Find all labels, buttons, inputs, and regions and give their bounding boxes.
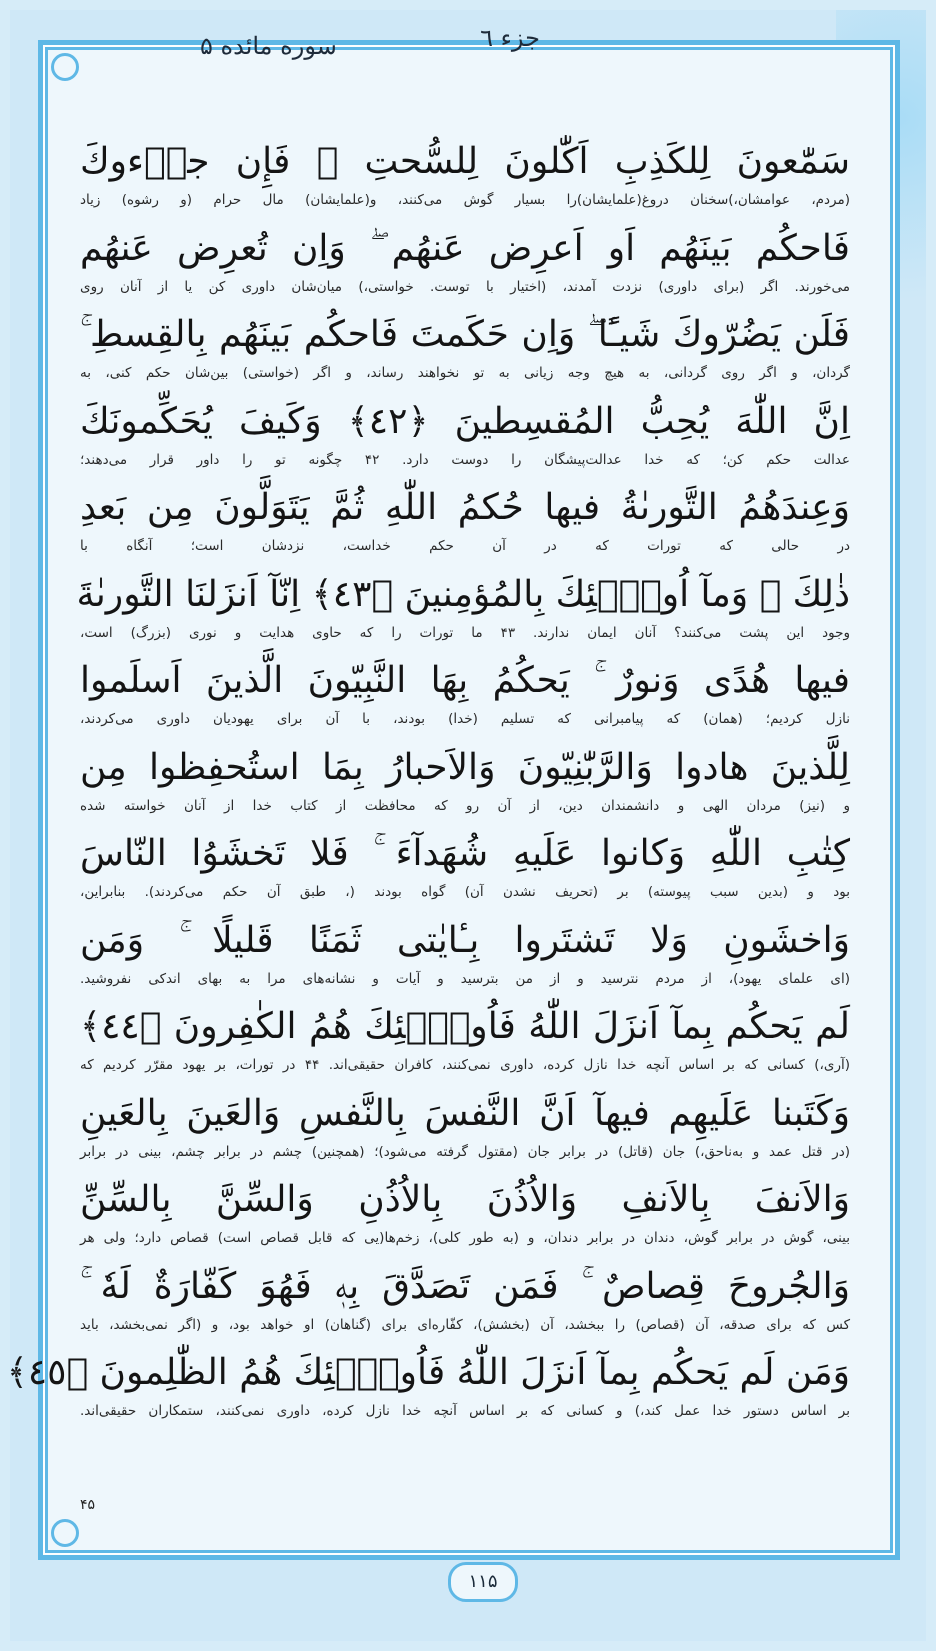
- text-line-8: [80, 741, 850, 828]
- translation-line: (آری،) کسانی که بر اساس آنچه خدا نازل کرده، داوری نمی‌کنند، کافران حقیقی‌اند. ۴۴ در تورات، بر یهود مقرّر کردیم که: [80, 1057, 850, 1073]
- translation-line: در حالی که تورات که در آن حکم خداست، نزدشان است؛ آنگاه با: [80, 538, 850, 554]
- text-line-4: [80, 395, 850, 482]
- verse-number-footnote: ۴۵: [80, 1497, 96, 1513]
- corner-ornament-icon: [51, 1519, 79, 1547]
- translation-line: بر اساس دستور خدا عمل کند،) و کسانی که بر اساس آنچه خدا نازل کرده، داوری نمی‌کنند، ستمکاران حقیقی‌اند.: [80, 1403, 850, 1419]
- arabic-line: لِلَّذينَ هادوا وَالرَّبّٰنِيّونَ وَالاَحبارُ بِمَا استُحفِظوا مِن: [80, 746, 850, 788]
- translation-line: گردان، و اگر روی گردانی، به هیچ وجه زیانی به تو نخواهند رساند، و اگر (خواستی) بین‌شان حکم کنی، به: [80, 365, 850, 381]
- arabic-line: وَاخشَونِ وَلا تَشتَروا بِـٔايٰتى ثَمَنًا قَليلًا ۚ وَمَن: [80, 919, 850, 961]
- left-floral-ornament: [10, 190, 41, 1490]
- translation-line: وجود این پشت می‌کنند؟ آنان ایمان ندارند. ۴۳ ما تورات را که حاوی هدایت و نوری (بزرگ) است،: [80, 624, 850, 641]
- text-line-10: [80, 914, 850, 1001]
- arabic-line: فَاحكُم بَينَهُم اَو اَعرِض عَنهُم ۖ وَاِن تُعرِض عَنهُم: [80, 227, 850, 269]
- text-line-14: [80, 1260, 850, 1347]
- translation-line: نازل کردیم؛ (همان) که پیامبرانی که تسلیم (خدا) بودند، با آن برای یهودیان داوری می‌کردند،: [80, 711, 850, 727]
- text-line-7: [80, 654, 850, 741]
- arabic-line: سَمّٰعونَ لِلكَذِبِ اَكّٰلونَ لِلسُّحتِ ۚ فَإِن جاۤءوكَ: [80, 141, 850, 182]
- arabic-line: وَالاَنفَ بِالاَنفِ وَالاُذُنَ بِالاُذُنِ وَالسِّنَّ بِالسِّنِّ: [80, 1179, 850, 1220]
- translation-line: کس که برای صدقه، آن (قصاص) را ببخشد، آن (بخشش)، کفّاره‌ای برای (گناهان) او خواهد بود، و (اگر نمی‌بخشد، باید: [80, 1316, 850, 1333]
- arabic-line: فَلَن يَضُرّوكَ شَيـًٔا ۖ وَاِن حَكَمتَ فَاحكُم بَينَهُم بِالقِسطِ ۚ: [80, 314, 850, 355]
- page-header: [200, 24, 540, 64]
- arabic-line: وَمَن لَم يَحكُم بِمآ اَنزَلَ اللّٰهُ فَاُولٰۤئِكَ هُمُ الظّٰلِمونَ ﴿٤٥﴾: [6, 1352, 850, 1393]
- arabic-line: وَكَتَبنا عَلَيهِم فيهآ اَنَّ النَّفسَ بِالنَّفسِ وَالعَينَ بِالعَينِ: [80, 1092, 850, 1134]
- translation-line: (در قتل عمد و به‌ناحق،) جان (قاتل) در برابر جان (مقتول گرفته می‌شود)؛ (همچنین) چشم در برابر چشم، بینی در برابر: [80, 1143, 850, 1160]
- text-line-9: [80, 827, 850, 914]
- text-line-6: [76, 568, 850, 655]
- text-line-5: [80, 481, 850, 568]
- page-number-badge: ۱۱۵: [448, 1562, 518, 1602]
- arabic-line: كِتٰبِ اللّٰهِ وَكانوا عَلَيهِ شُهَدآءَ ۚ فَلا تَخشَوُا النّاسَ: [80, 833, 850, 874]
- text-line-13: [80, 1173, 850, 1260]
- surah-label: سوره مائده ۵: [200, 32, 337, 60]
- arabic-line: وَعِندَهُمُ التَّورىٰةُ فيها حُكمُ اللّٰهِ ثُمَّ يَتَوَلَّونَ مِن بَعدِ: [80, 487, 850, 528]
- juz-label: جزء ٦: [480, 24, 540, 52]
- arabic-line: فيها هُدًى وَنورٌ ۚ يَحكُمُ بِهَا النَّبِيّونَ الَّذينَ اَسلَموا: [80, 660, 850, 701]
- corner-ornament-icon: [51, 53, 79, 81]
- arabic-line: وَالجُروحَ قِصاصٌ ۚ فَمَن تَصَدَّقَ بِهٖ فَهُوَ كَفّارَةٌ لَهٗ ۚ: [80, 1265, 850, 1307]
- arabic-line: اِنَّ اللّٰهَ يُحِبُّ المُقسِطينَ ﴿٤٢﴾ وَكَيفَ يُحَكِّمونَكَ: [80, 400, 850, 442]
- verse-text-block: [6, 135, 850, 1433]
- translation-line: بینی، گوش در برابر گوش، دندان در برابر دندان، و (به طور کلی)، زخم‌ها(یی که قابل قصاص است) قصاص دارد؛ ولی هر: [80, 1230, 850, 1246]
- text-line-12: [80, 1087, 850, 1174]
- translation-line: عدالت حکم کن؛ که خدا عدالت‌پیشگان را دوست دارد. ۴۲ چگونه تو را داور قرار می‌دهند؛: [80, 451, 850, 468]
- page-background: [6, 10, 926, 1641]
- translation-line: بود و (بدین سبب پیوسته) بر (تحریف نشدن آن) گواه بودند (، طبق آن حکم می‌کردند). بنابراین،: [80, 884, 850, 900]
- text-line-2: [80, 222, 850, 309]
- translation-line: و (نیز) مردان الهی و دانشمندان دین، از آن رو که محافظت از کتاب خدا از آنان خواسته شده: [80, 797, 850, 814]
- translation-line: (مردم، عوامشان،)سخنان دروغ(علمایشان)را بسیار گوش می‌کنند، و(علمایشان) مال حرام (و رشوه) زیاد: [80, 192, 850, 208]
- text-line-1: [80, 135, 850, 222]
- arabic-line: لَم يَحكُم بِمآ اَنزَلَ اللّٰهُ فَاُولٰۤئِكَ هُمُ الكٰفِرونَ ﴿٤٤﴾: [80, 1006, 850, 1047]
- translation-line: می‌خورند. اگر (برای داوری) نزدت آمدند، (اختیار با توست. خواستی،) میان‌شان داوری کن یا از آنان روی: [80, 278, 850, 295]
- text-line-15: [6, 1346, 850, 1433]
- arabic-line: ذٰلِكَ ۚ وَمآ اُولٰۤئِكَ بِالمُؤمِنينَ ﴿٤٣﴾ اِنّآ اَنزَلنَا التَّورىٰةَ: [76, 573, 850, 615]
- text-line-3: [80, 308, 850, 395]
- text-line-11: [80, 1000, 850, 1087]
- translation-line: (ای علمای یهود)، از مردم نترسید و از من بترسید و آیات و نشانه‌های مرا به بهای اندکی نفروشید.: [80, 970, 850, 987]
